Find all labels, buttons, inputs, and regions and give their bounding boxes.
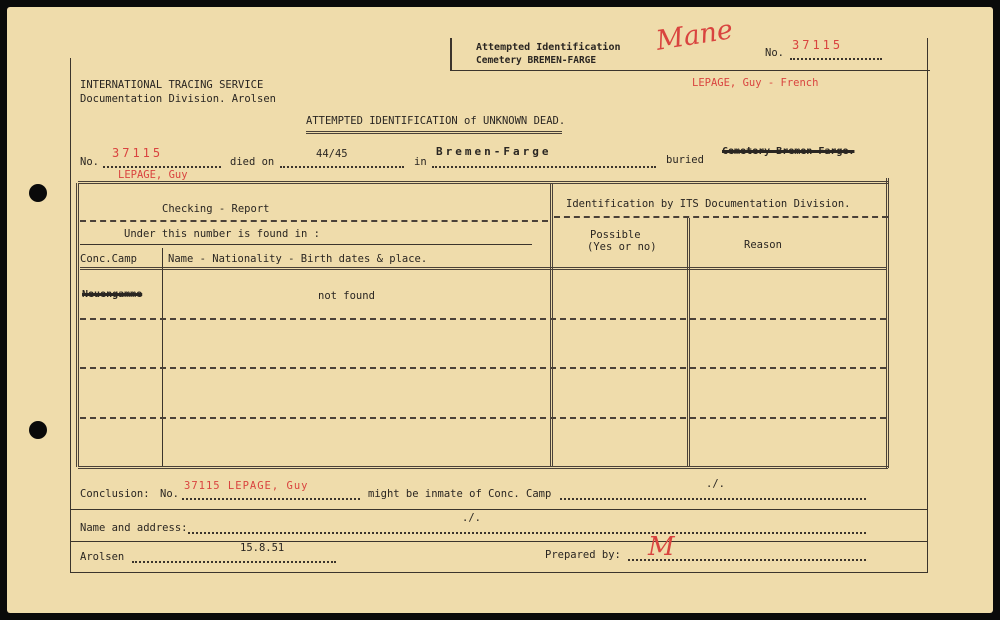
inmate-dots [560, 498, 866, 500]
stamp-line-2: Cemetery BREMEN-FARGE [476, 55, 597, 66]
arolsen-label: Arolsen [80, 551, 125, 563]
punch-hole-bottom [29, 421, 47, 439]
died-on-label: died on [230, 156, 275, 168]
buried-label: buried [666, 154, 704, 166]
row1-name: not found [318, 290, 375, 302]
name-address-label: Name and address: [80, 522, 188, 534]
row-separator-1 [80, 318, 886, 320]
record-no-dots [103, 166, 221, 168]
header-separator [80, 267, 886, 270]
table-mid-divider [550, 183, 553, 467]
stamp-box-bottom [450, 70, 930, 71]
date-value: 15.8.51 [240, 542, 285, 554]
handwritten-annotation: Mane [654, 14, 736, 57]
conclusion-label: Conclusion: [80, 488, 150, 500]
prepared-by-signature: M [648, 532, 675, 562]
punch-hole-top [29, 184, 47, 202]
checking-report-line [80, 220, 548, 222]
top-no-label: No. [765, 47, 784, 59]
inmate-value: ./. [706, 478, 725, 490]
frame-left-line [70, 58, 71, 573]
frame-bottom-line [70, 572, 928, 573]
died-on-value: 44/45 [316, 148, 348, 160]
col-reason-header: Reason [744, 239, 782, 251]
identification-heading: Identification by ITS Documentation Division. [566, 198, 851, 210]
died-on-dots [280, 166, 404, 168]
document-title: ATTEMPTED IDENTIFICATION of UNKNOWN DEAD. [306, 115, 566, 127]
col-name-header: Name - Nationality - Birth dates & place. [168, 253, 428, 265]
table-left-border [76, 183, 79, 467]
buried-value: Cemetery Bremen-Farge. [722, 146, 855, 157]
table-camp-divider [162, 248, 163, 466]
name-address-dots [188, 532, 866, 534]
name-address-value: ./. [462, 512, 481, 524]
title-underline [306, 131, 562, 134]
prepared-by-dots [628, 559, 866, 561]
table-bottom-border [78, 466, 888, 469]
top-no-dots [790, 58, 882, 60]
date-dots [132, 561, 336, 563]
top-no-value: 37115 [792, 38, 844, 52]
row-separator-2 [80, 367, 886, 369]
stamp-box-left [450, 38, 452, 70]
conclusion-no-label: No. [160, 488, 179, 500]
org-division: Documentation Division. Arolsen [80, 93, 276, 105]
stamp-line-1: Attempted Identification [476, 42, 621, 53]
inmate-label: might be inmate of Conc. Camp [368, 488, 552, 500]
record-no-value: 37115 [112, 146, 164, 160]
checking-report-heading: Checking - Report [162, 203, 270, 215]
prepared-by-label: Prepared by: [545, 549, 621, 561]
frame-right-line [927, 38, 928, 573]
col-camp-header: Conc.Camp [80, 253, 137, 265]
table-possible-divider [687, 218, 690, 467]
org-name: INTERNATIONAL TRACING SERVICE [80, 79, 264, 91]
table-right-border [886, 178, 889, 468]
row1-camp: Neuengamme [82, 289, 143, 300]
person-name-top: LEPAGE, Guy - French [692, 77, 819, 89]
footer-divider-2 [70, 541, 928, 542]
identification-line [554, 216, 888, 218]
row-separator-3 [80, 417, 886, 419]
record-name: LEPAGE, Guy [118, 169, 188, 181]
conclusion-value: 37115 LEPAGE, Guy [184, 480, 309, 492]
record-no-label: No. [80, 156, 99, 168]
col-possible-header-2: (Yes or no) [587, 241, 657, 253]
footer-divider-1 [70, 509, 928, 510]
conclusion-dots [182, 498, 360, 500]
in-value: Bremen-Farge [436, 145, 552, 158]
under-number-line [80, 244, 532, 245]
table-top-border [78, 181, 888, 184]
under-number-text: Under this number is found in : [124, 228, 320, 240]
col-possible-header-1: Possible [590, 229, 641, 241]
in-label: in [414, 156, 427, 168]
in-dots [432, 166, 656, 168]
